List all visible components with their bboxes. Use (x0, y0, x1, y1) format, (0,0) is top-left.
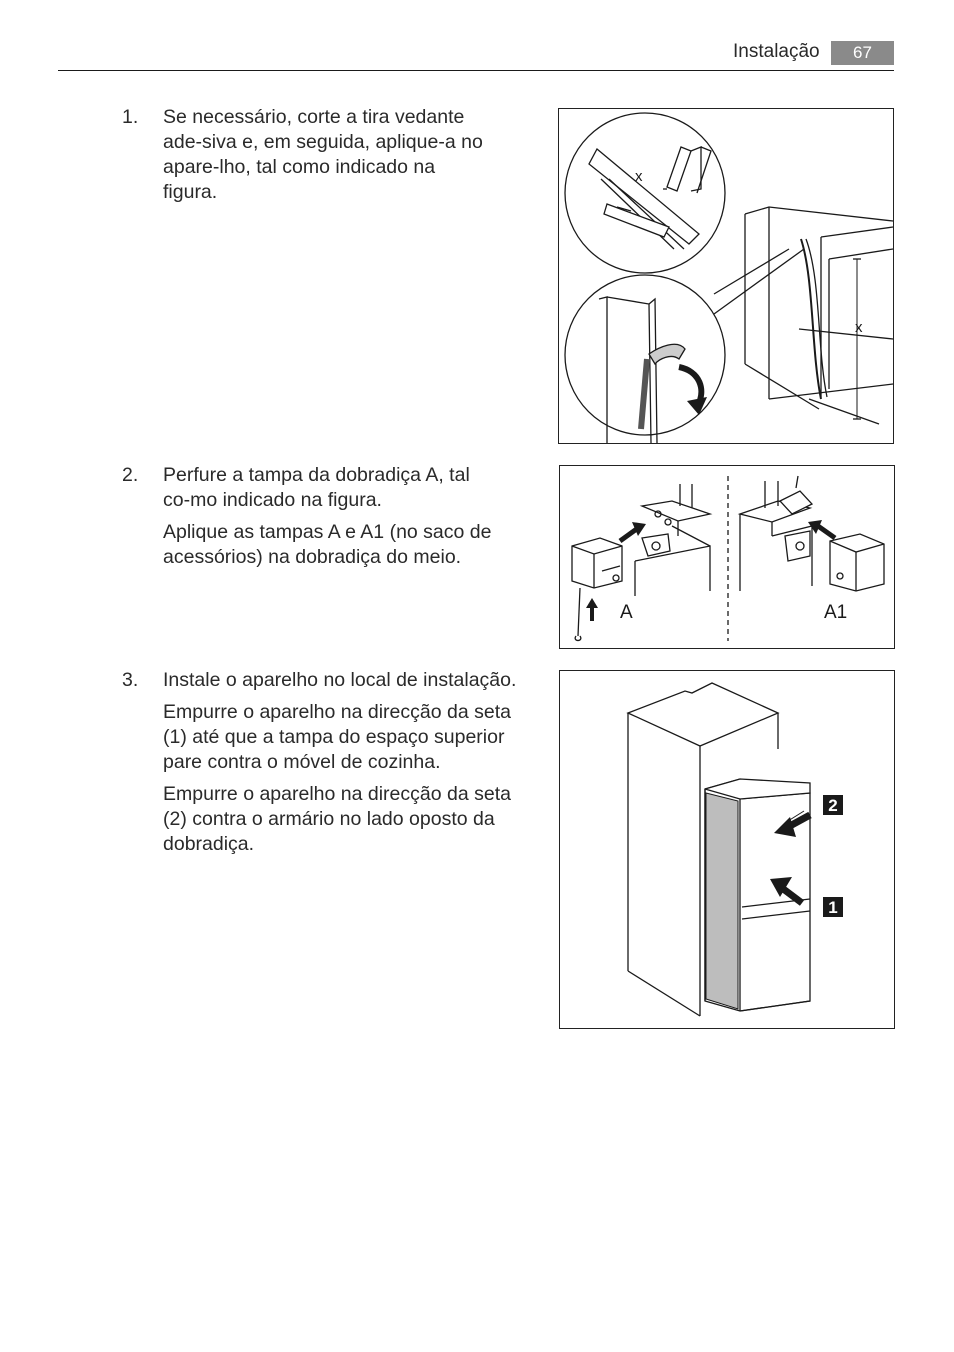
step-text: Instale o aparelho no local de instalação. (163, 669, 517, 691)
dimension-label: x (635, 168, 643, 185)
figure-install-appliance (559, 670, 895, 1029)
page-number: 67 (831, 41, 894, 65)
step-text: Aplique as tampas A e A1 (no saco de acessórios) na dobradiça do meio. (163, 521, 492, 568)
step-number: 1. (122, 106, 139, 128)
header-rule (58, 70, 894, 71)
step-text: Empurre o aparelho na direcção da seta (2) contra o armário no lado oposto da dobradiça. (163, 783, 511, 855)
step-number: 3. (122, 669, 139, 691)
cover-label-a1: A1 (824, 602, 848, 623)
figure-sealing-strip (558, 108, 894, 444)
step-text: Perfure a tampa da dobradiça A, tal co-mo indicado na figura. (163, 464, 470, 511)
step-text: Empurre o aparelho na direcção da seta (1) até que a tampa do espaço superior pare contra o móvel de cozinha. (163, 701, 511, 773)
step-text: Se necessário, corte a tira vedante ade-siva e, em seguida, aplique-a no apare-lho, tal como indicado na figura. (163, 106, 483, 203)
dimension-label: x (855, 319, 863, 336)
cover-label-a: A (620, 602, 633, 623)
arrow-number-2: 2 (828, 796, 838, 815)
figure-hinge-covers (559, 465, 895, 649)
step-number: 2. (122, 464, 139, 486)
arrow-number-1: 1 (828, 898, 838, 917)
section-title: Instalação (733, 41, 820, 62)
